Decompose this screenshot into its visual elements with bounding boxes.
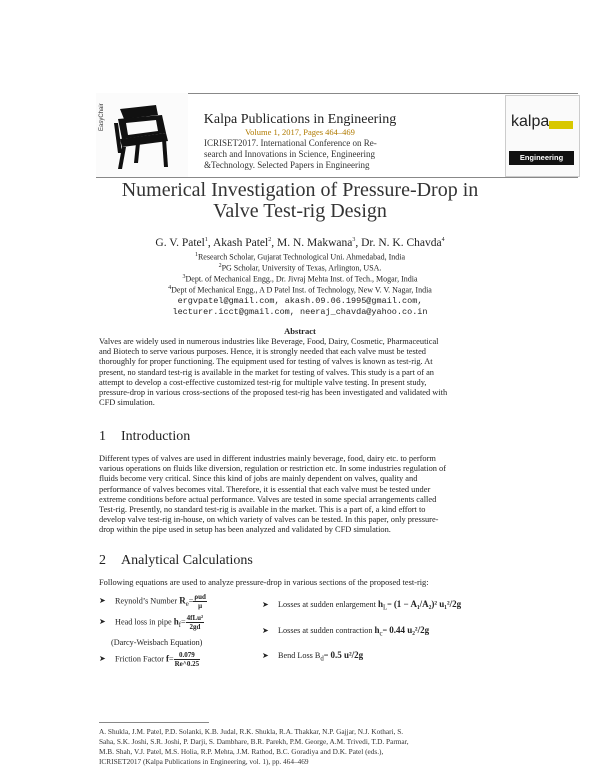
equation-bend-loss: ➤ Bend Loss $B_d= 0.5$ u²/2g [262, 650, 364, 663]
citation-footer [99, 727, 502, 767]
equation-lhs: h [374, 625, 380, 635]
abstract-line: and Biotech to serve various purposes. Hence, it is strongly needed that each valve must be tested [99, 347, 426, 357]
section-number: 2 [99, 553, 106, 568]
conference-line: &Technology. Selected Papers in Engineering [204, 160, 370, 170]
author-name: Dr. N. K. Chavda [361, 237, 442, 249]
equation-lhs-sub: d [320, 655, 324, 663]
author-sup: 2 [268, 237, 272, 244]
section-heading-analytical [99, 553, 253, 569]
author-name: Akash Patel [212, 237, 269, 249]
equation-lhs: R [179, 595, 186, 606]
arrow-bullet-icon: ➤ [99, 654, 106, 664]
volume-info: Volume 1, 2017, Pages 464–469 [245, 127, 355, 137]
affiliation [0, 274, 600, 284]
intro-line: develop valve test-rig in-house, on which variety of valves can be tested. In this paper, only pressure- [99, 515, 439, 525]
arrow-bullet-icon: ➤ [262, 626, 269, 635]
equation-lhs: h [173, 616, 179, 627]
fraction-numerator: 4fLu² [186, 614, 204, 622]
author-sup: 3 [352, 237, 356, 244]
conference-line: search and Innovations in Science, Engineering [204, 149, 375, 159]
intro-line: various operations on fluids like diversion, regulation or restriction etc. In some industries regulation of [99, 464, 447, 474]
equation-lhs-sub: f [178, 622, 182, 630]
abstract-heading: Abstract [284, 326, 316, 336]
footer-line: A. Shukla, J.M. Patel, P.D. Solanki, K.B. Judal, R.K. Shukla, R.A. Thakkar, N.P. Gajjar, N.J. Kothari, S. [99, 727, 404, 736]
equation-label: Bend Loss [278, 651, 313, 660]
abstract-line: Valves are widely used in numerous industries like Beverage, Food, Dairy, Cosmetic, Pharmaceutical [99, 337, 439, 346]
equation-sudden-enlargement: ➤ Losses at sudden enlargement $h_L= (1 - A_1/A_2)^2$ u₁²/2g [262, 599, 462, 612]
arrow-bullet-icon: ➤ [262, 600, 269, 609]
fraction-numerator: ρud [194, 593, 206, 601]
conference-line: ICRISET2017. International Conference on Re- [204, 138, 377, 148]
abstract-line: attempt to develop a cost-effective customized test-rig for multiple valve testing. In present study, [99, 377, 427, 387]
equation-head-loss: ➤ Head loss in pipe $h_f=$ $\frac{\text{4fLu²}}{2gd}$ [99, 614, 204, 631]
equation-expression: 0.5 u²/2g [330, 650, 364, 660]
intro-line: drop within the pipe used in setup has been analyzed and validated by CFD simulation. [99, 525, 391, 535]
equation-sudden-contraction: ➤ Losses at sudden contraction $h_c= 0.44$ u₂²/2g [262, 625, 430, 638]
equation-expression: 0.44 u₂²/2g [389, 625, 430, 635]
section-heading-introduction [99, 429, 190, 445]
abstract-line: CFD simulation. [99, 398, 155, 408]
footer-line: ICRISET2017 (Kalpa Publications in Engineering, vol. 1), pp. 464–469 [99, 757, 309, 766]
footer-rule [99, 722, 209, 723]
intro-line: extreme conditions before actual performance. Valves are tested in some special arrangements called [99, 494, 437, 504]
author-list: G. V. Patel$^1$, Akash Patel$^2$, M. N. Makwana$^3$, Dr. N. K. Chavda$^4$ [155, 237, 445, 249]
introduction-body [99, 454, 502, 536]
section-title: Analytical Calculations [121, 553, 253, 568]
arrow-bullet-icon: ➤ [99, 596, 106, 606]
fraction-numerator: 0.079 [174, 651, 200, 660]
footer-line: Saha, S.K. Joshi, S.R. Joshi, P. Darji, S. Dambhare, B.R. Parekh, P.M. George, A.M. Trivedi, T.D. Parmar, [99, 737, 409, 746]
author-name: M. N. Makwana [276, 237, 353, 249]
affiliation-sup: 2 [218, 263, 222, 269]
abstract-line: pressure-drop in various cross-sections of the proposed test-rig has been investigated and validated with [99, 388, 448, 398]
conference-info [204, 138, 476, 171]
intro-line: Test-rig. Presently, no standard test-rig is available in the market. This is a part of, a kind effort to [99, 505, 426, 515]
affiliation [0, 263, 600, 273]
fraction-denominator: 2gd [189, 623, 201, 631]
affiliation-text: PG Scholar, University of Texas, Arlington, USA. [221, 263, 382, 273]
abstract-line: thoroughly for proper functioning. The equipment used for testing of valves is known as test-rig. At [99, 357, 433, 367]
title-line: Numerical Investigation of Pressure-Drop in [121, 179, 479, 201]
affiliation [0, 285, 600, 295]
equation-fraction [193, 593, 207, 610]
header-rule-bottom [96, 177, 578, 178]
logo-left-text: EasyChair [99, 103, 105, 131]
section-number: 1 [99, 429, 106, 444]
affiliation-text: Dept of Mechanical Engg., A D Patel Inst. of Technology, New V. V. Nagar, India [171, 285, 432, 295]
fraction-denominator: μ [198, 602, 203, 610]
paper-title [40, 180, 560, 222]
equation-label: Losses at sudden enlargement [278, 600, 376, 609]
abstract-line: present, no standard test-rig is available in the market for testing of valves. This study is a part of an [99, 367, 434, 377]
equation-friction: ➤ Friction Factor f= $\frac{0.079}{Re\^{}0.25}$ [99, 651, 200, 668]
equation-label: Losses at sudden contraction [278, 626, 373, 635]
footer-line: M.B. Shah, V.J. Patel, M.S. Holia, R.P. Mehta, J.M. Rathod, B.C. Goradiya and D.K. Patel (eds.), [99, 747, 384, 756]
author-sup: 4 [441, 237, 445, 244]
equation-label: Head loss in pipe [115, 617, 172, 627]
affiliation-sup: 1 [194, 252, 198, 258]
affiliation-sup: 4 [168, 285, 172, 291]
affiliation-text: Research Scholar, Gujarat Technological Uni. Ahmedabad, India [197, 252, 406, 262]
equation-lhs-sub: c [379, 630, 383, 638]
analytical-intro: Following equations are used to analyze pressure-drop in various sections of the proposed test-rig: [99, 578, 429, 587]
fraction-denominator: Re^0.25 [174, 660, 200, 668]
equation-expression: (1 − A₁/A₂)² u₁²/2g [393, 599, 462, 609]
affiliation-sup: 3 [182, 274, 186, 280]
logo-right-text: kalpa [511, 113, 550, 130]
equation-fraction [174, 651, 200, 668]
equation-label: Reynold’s Number [115, 596, 178, 606]
equation-reynolds: ➤ Reynold’s Number $R_e=$ $\frac{\text{ρud}}{\mu}$ [99, 593, 206, 610]
equation-fraction [186, 614, 205, 631]
author-name: G. V. Patel [155, 237, 205, 249]
equation-lhs-sub: e [185, 601, 189, 609]
equation-note: (Darcy-Weisbach Equation) [111, 638, 203, 647]
email-line[interactable]: ergvpatel@gmail.com, akash.09.06.1995@gmail.com, [177, 296, 423, 306]
logo-right-sub: Engineering [509, 151, 574, 165]
equation-label: Friction Factor [115, 654, 164, 664]
abstract-body [99, 337, 502, 408]
email-line[interactable]: lecturer.icct@gmail.com, neeraj_chavda@yahoo.co.in [172, 307, 428, 317]
affiliation [0, 252, 600, 262]
intro-line: Different types of valves are used in different industries mainly beverage, food, dairy etc. to perform [99, 454, 436, 463]
arrow-bullet-icon: ➤ [262, 651, 269, 660]
section-title: Introduction [121, 429, 191, 444]
equation-lhs: h [377, 599, 383, 609]
equation-lhs: f [165, 653, 169, 664]
equation-lhs-sub: L [382, 604, 388, 612]
intro-line: performance of valves becomes vital. Therefore, it is essential that each valve must be tested under [99, 484, 431, 494]
equation-lhs: B [314, 651, 321, 660]
author-sup: 1 [204, 237, 208, 244]
title-line: Valve Test-rig Design [213, 200, 387, 222]
series-title: Kalpa Publications in Engineering [203, 112, 397, 127]
intro-line: fluids become very critical. Since this kind of jobs are mainly dependent on valves, quality and [99, 474, 418, 484]
arrow-bullet-icon: ➤ [99, 617, 106, 627]
affiliation-text: Dept. of Mechanical Engg., Dr. Jivraj Mehta Inst. of Tech., Mogar, India [185, 274, 418, 284]
